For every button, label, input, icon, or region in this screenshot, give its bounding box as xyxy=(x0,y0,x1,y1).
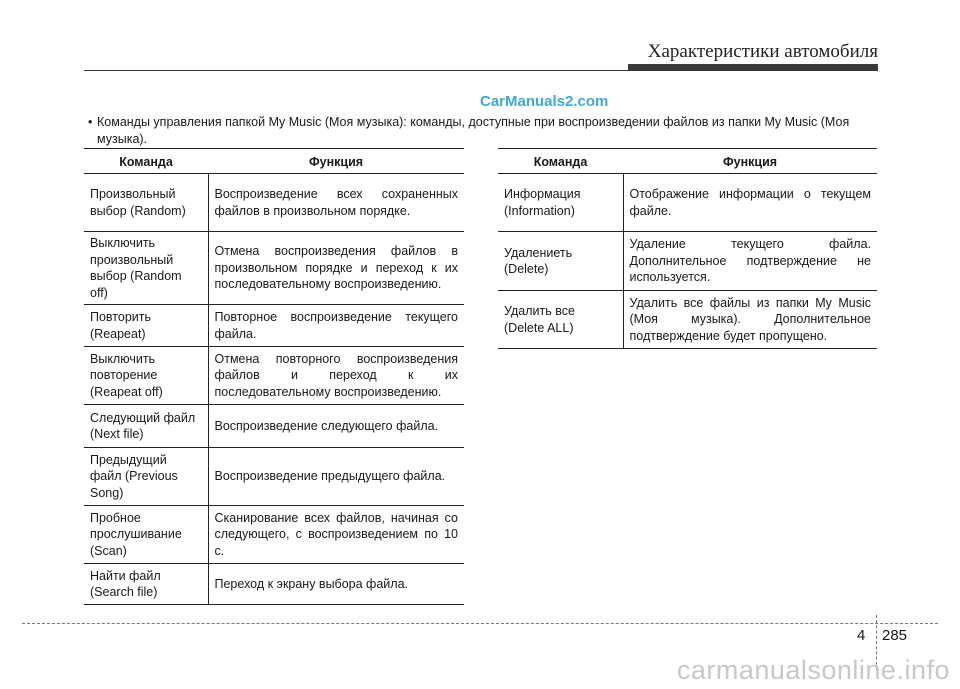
header-rule xyxy=(84,70,876,71)
command-cell: Удалениеть (Delete) xyxy=(498,232,623,291)
footer-watermark: carmanualsonline.info xyxy=(676,655,950,685)
function-cell: Воспроизведение следующего файла. xyxy=(208,405,464,448)
table-row xyxy=(84,448,464,506)
watermark: CarManuals2.com xyxy=(480,93,609,110)
page-number: 285 xyxy=(882,627,908,644)
chapter-number: 4 xyxy=(857,627,866,644)
command-cell: Информация (Information) xyxy=(498,174,623,232)
function-cell: Переход к экрану выбора файла. xyxy=(208,564,464,605)
table-row xyxy=(84,305,464,347)
commands-table-right xyxy=(498,148,877,349)
header-command: Команда xyxy=(498,149,623,174)
function-cell: Воспроизведение всех сохраненных файлов в произвольном порядке. xyxy=(208,174,464,232)
command-cell: Предыдущий файл (Previous Song) xyxy=(84,448,208,506)
function-cell: Воспроизведение предыдущего файла. xyxy=(208,448,464,506)
function-cell: Удаление текущего файла. Дополнительное подтверждение не используется. xyxy=(623,232,877,291)
command-cell: Повторить (Reapeat) xyxy=(84,305,208,347)
header-function: Функция xyxy=(208,149,464,174)
function-cell: Сканирование всех файлов, начиная со следующего, с воспроизведением по 10 с. xyxy=(208,506,464,564)
command-cell: Выключить произвольный выбор (Random off) xyxy=(84,232,208,305)
command-cell: Найти файл (Search file) xyxy=(84,564,208,605)
table-row xyxy=(84,405,464,448)
bullet-icon: • xyxy=(88,115,93,129)
function-cell: Удалить все файлы из папки My Music (Моя музыка). Дополнительное подтверждение будет пропущено. xyxy=(623,291,877,349)
table-row xyxy=(84,232,464,305)
command-cell: Следующий файл (Next file) xyxy=(84,405,208,448)
header-command: Команда xyxy=(84,149,208,174)
function-cell: Повторное воспроизведение текущего файла. xyxy=(208,305,464,347)
function-cell: Отмена воспроизведения файлов в произвольном порядке и переход к их последовательному воспроизведению. xyxy=(208,232,464,305)
table-row xyxy=(84,506,464,564)
table-row xyxy=(84,564,464,605)
table-row xyxy=(498,232,877,291)
command-cell: Произвольный выбор (Random) xyxy=(84,174,208,232)
command-cell: Удалить все (Delete ALL) xyxy=(498,291,623,349)
command-cell: Выключить повторение (Reapeat off) xyxy=(84,347,208,405)
table-row xyxy=(84,347,464,405)
table-row xyxy=(498,291,877,349)
header-function: Функция xyxy=(623,149,877,174)
table-row xyxy=(84,174,464,232)
function-cell: Отмена повторного воспроизведения файлов и переход к их последовательному воспроизведению. xyxy=(208,347,464,405)
commands-table-left xyxy=(84,148,464,605)
footer-dashed-rule xyxy=(22,623,938,624)
command-cell: Пробное прослушивание (Scan) xyxy=(84,506,208,564)
table-row xyxy=(498,174,877,232)
header-title: Характеристики автомобиля xyxy=(647,41,878,62)
function-cell: Отображение информации о текущем файле. xyxy=(623,174,877,232)
intro-paragraph xyxy=(88,114,878,148)
intro-text: Команды управления папкой My Music (Моя музыка): команды, доступные при воспроизведении файлов из папки My Music (Моя музыка). xyxy=(97,115,850,146)
